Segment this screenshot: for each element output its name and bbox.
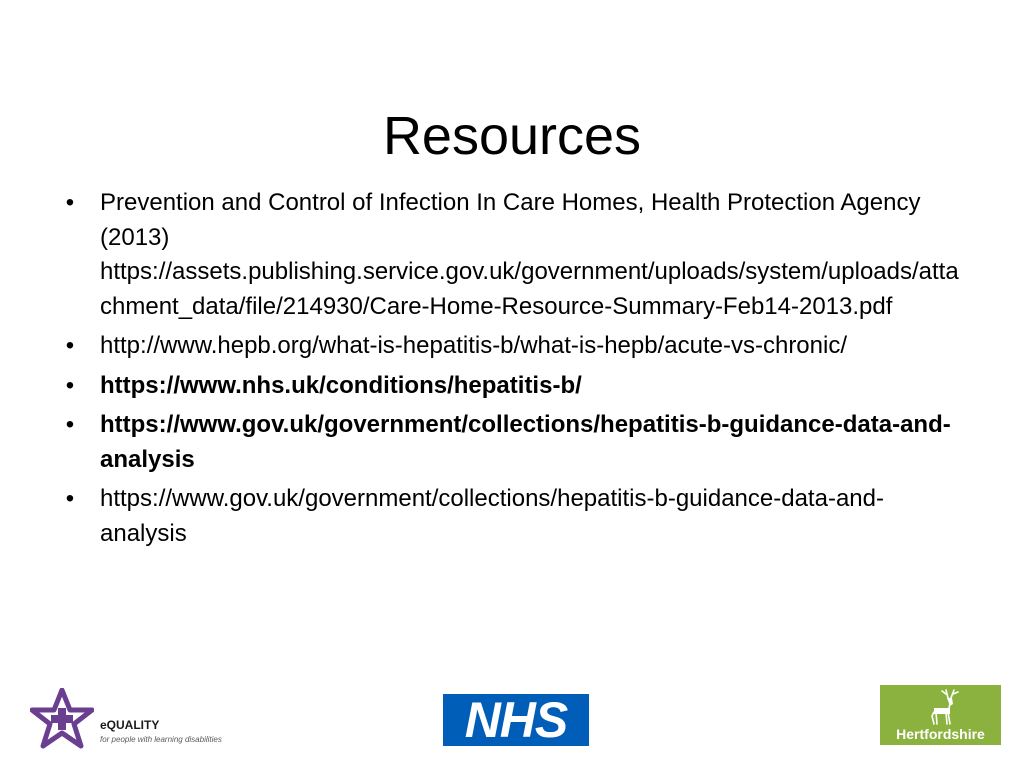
list-item <box>65 408 970 477</box>
purple-star-cross-icon <box>30 688 94 750</box>
resource-text: Prevention and Control of Infection In Care Homes, Health Protection Agency (2013) https://assets.publishing.service.gov.uk/government/uploads/system/uploads/attachment_data/file/214930/Care-Home-Resource-Summary-Feb14-2013.pdf <box>100 189 959 320</box>
slide-title: Resources <box>382 106 642 167</box>
resource-link[interactable]: https://www.nhs.uk/conditions/hepatitis-b/ <box>100 371 582 399</box>
list-item <box>65 186 970 324</box>
list-item <box>65 329 970 364</box>
list-item <box>65 369 970 404</box>
bullet-icon: • <box>65 189 75 216</box>
bullet-icon: • <box>65 485 75 512</box>
nhs-logo <box>443 694 589 746</box>
bullet-icon: • <box>65 411 75 438</box>
list-item <box>65 482 970 551</box>
resource-list <box>65 186 970 556</box>
equality-logo <box>30 688 260 750</box>
nhs-logo-text: NHS <box>464 692 568 748</box>
resource-link[interactable]: https://www.gov.uk/government/collections/hepatitis-b-guidance-data-and-analysis <box>100 411 951 473</box>
hart-stag-icon <box>924 688 964 726</box>
hertfordshire-logo-text: Hertfordshire <box>896 726 985 742</box>
footer-logos <box>0 680 1024 760</box>
hertfordshire-logo <box>880 685 1001 745</box>
equality-name: eQUALITY <box>100 718 160 732</box>
resource-link[interactable]: http://www.hepb.org/what-is-hepatitis-b/what-is-hepb/acute-vs-chronic/ <box>100 332 847 359</box>
equality-tagline: for people with learning disabilities <box>100 735 222 744</box>
bullet-icon: • <box>65 332 75 359</box>
resource-link[interactable]: https://www.gov.uk/government/collections/hepatitis-b-guidance-data-and-analysis <box>100 485 884 547</box>
bullet-icon: • <box>65 371 75 399</box>
